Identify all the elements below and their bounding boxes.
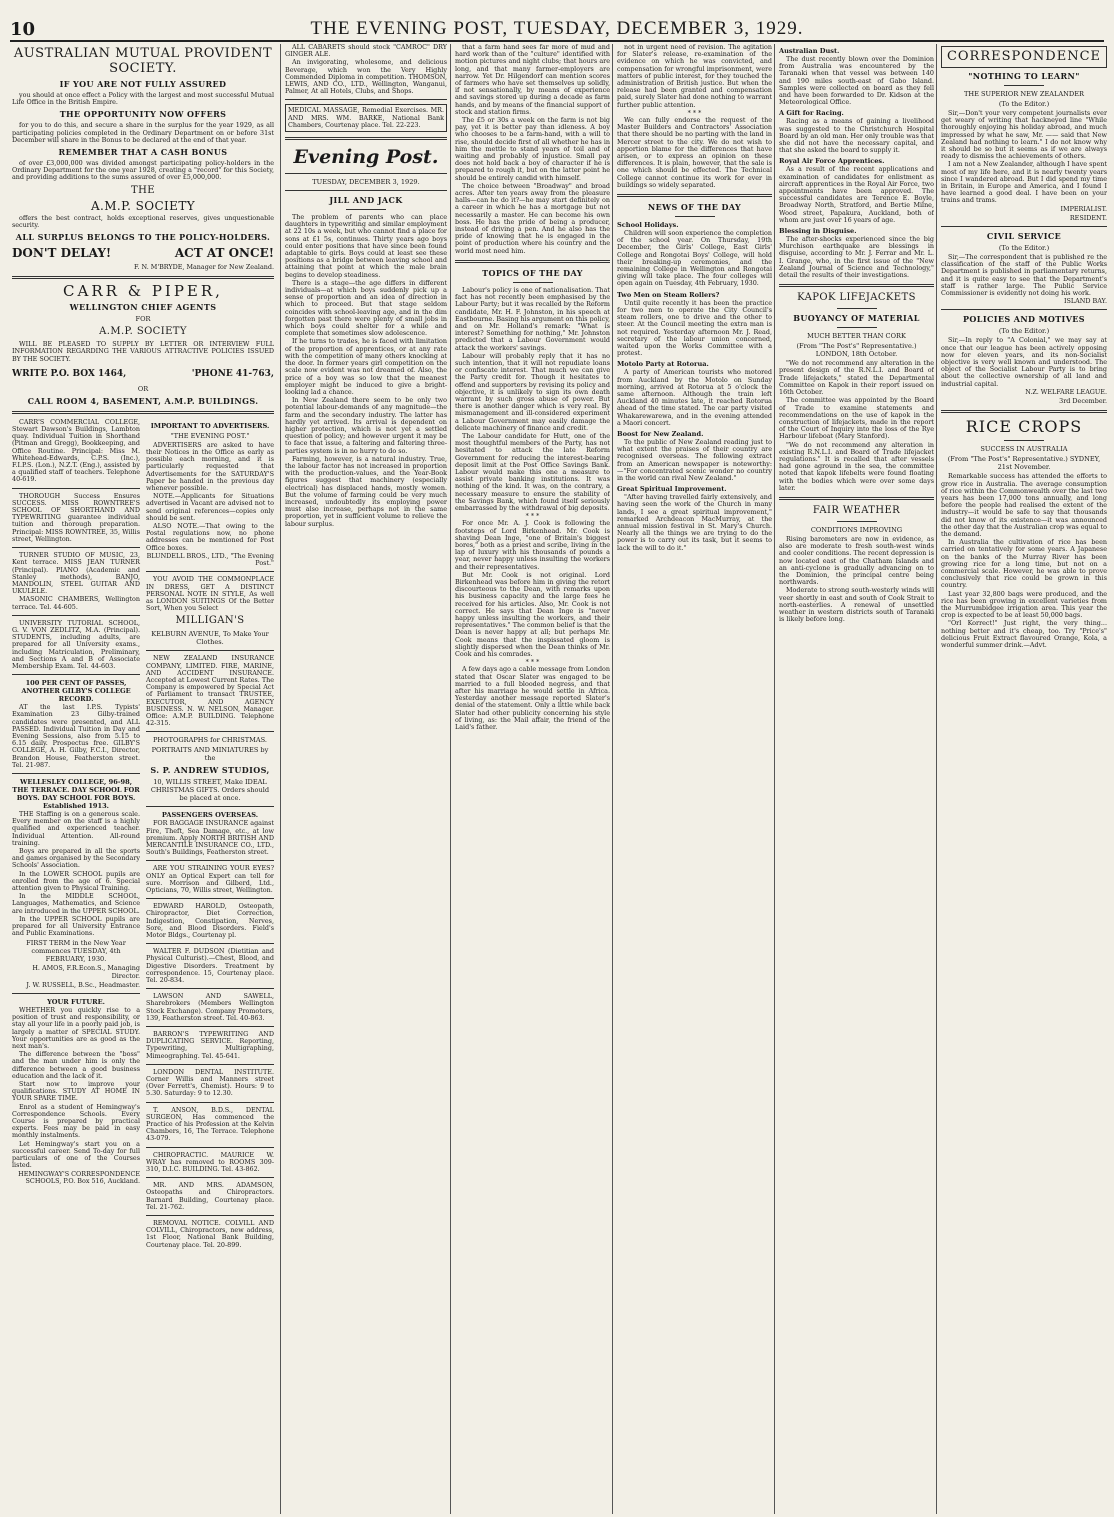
amp-headline-4: ALL SURPLUS BELONGS TO THE POLICY-HOLDERS. <box>15 232 271 243</box>
carr-sub: WELLINGTON CHIEF AGENTS <box>69 302 217 313</box>
topics-p8: We can fully endorse the request of the Master Builders and Contractors' Association that there should be no parting with the land in Mercer street to the city. We do not wish to apportion blame for the differences that have arisen, or to express an opinion on these differences. It is plain, however, that the sale is one which should be effected. The Technical College cannot continue its work for ever in buildings so widely separated. <box>617 116 772 189</box>
carr-society: A.M.P. SOCIETY <box>99 326 187 338</box>
amp-manager: F. N. M'BRYDE, Manager for New Zealand. <box>134 263 274 272</box>
nothing-p2: I am not a New Zealander, although I have spent most of my life here, and it is nearly twenty years since I wandered abroad. But I did spend my time in Britain, in Europe and America, and I found I have learned a good deal. I have been on your trains and trams. <box>941 160 1107 205</box>
amp-headline-2: THE OPPORTUNITY NOW OFFERS <box>59 109 227 120</box>
ad-dental: LONDON DENTAL INSTITUTE. Corner Willis and Manners street (Over Ferrett's, Chemist). Hours: 9 to 5.30. Saturday: 9 to 12.30. <box>146 1067 274 1098</box>
ad-cabarets-text: An invigorating, wholesome, and delicious Beverage, which won the Very Highly Commended Diploma in competition. THOMSON, LEWIS, AND CO., LTD., Wellington, Wanganui, Palmer, At all Hotels, Clubs, and Shops. <box>285 58 447 96</box>
ad-future-3: Start now to improve your qualifications. STUDY AT HOME IN YOUR SPARE TIME. <box>12 1080 140 1103</box>
ad-barrons: BARRON'S TYPEWRITING AND DUPLICATING SERVICE. Reporting, Typewriting, Multigraphing, Mimeographing. Tel. 45-641. <box>146 1030 274 1060</box>
rice-p3: Last year 32,800 bags were produced, and the rice has been growing in excellent varieties from the Murrumbidgee irrigation area. This year the crop is expected to be at least 50,000 bags. <box>941 589 1107 620</box>
ad-future-4: Enrol as a student of Hemingway's Correspondence Schools. Every Course is prepared by practical experts. Fees may be paid in easy monthly instalments. <box>12 1102 140 1140</box>
dont-delay-text: DON'T DELAY! <box>12 246 112 261</box>
ad-sp-addr: 10, WILLIS STREET, Make IDEAL CHRISTMAS GIFTS. Orders should be placed at once. <box>150 778 270 803</box>
ad-milligan-head: YOU AVOID THE COMMONPLACE IN DRESS, GET A DISTINCT PERSONAL NOTE IN STYLE, As well as LONDON SUITINGS Of the Better Sort, When you Select <box>146 575 274 613</box>
amp-headline-1: IF YOU ARE NOT FULLY ASSURED <box>59 79 227 89</box>
nothing-sig: IMPERIALIST. <box>1060 204 1107 213</box>
news-h2: Two Men on Steam Rollers? <box>617 290 720 299</box>
editorial-p3: If he turns to trades, he is faced with limitation of the proportion of apprentices, or at any rate with the competition of many others knocking at the door. In former years girl competition on the scale now evident was not dreamed of. Also, the price of a boy was so low that the meanest employer might be induced to give a bright-looking lad a chance. <box>285 337 447 396</box>
kapok-p1: "We do not recommend any alteration in the present design of the R.N.L.I. and Board of Trade lifejackets," stated the Departmental Committee on Kapok in their report issued on 16th October. <box>779 359 934 397</box>
carr-call: CALL ROOM 4, BASEMENT, A.M.P. BUILDINGS. <box>27 395 259 406</box>
ad-wellesley-sig1: H. AMOS, F.R.Econ.S., Managing Director. <box>32 964 140 980</box>
news-h1: School Holidays. <box>617 221 679 230</box>
rice-sub: SUCCESS IN AUSTRALIA <box>980 445 1068 454</box>
amp-paragraph-4: offers the best contract, holds exceptional reserves, gives unquestionable security. <box>12 213 274 229</box>
masthead <box>10 10 1104 42</box>
topics-p2: Labour will probably reply that it has no such intention, that it will not repudiate loans or confiscate interest. That much we can give the Party credit for. Though it hesitates to offend and supporters by revising its policy and objective, it is unlikely to sign its own death warrant by such gross abuse of power. But there is another danger which is very real. By mismanagement and ill-considered experiment a Labour Government may easily damage the delicate machinery of finance and credit. <box>455 351 610 432</box>
amp-paragraph-3: of over £3,000,000 was divided amongst participating policy-holders in the Ordinary Department for the one year 1928, creating a "record" for this Society, and providing additions to the sums assured of over £5,000,000. <box>12 159 274 182</box>
ad-hemingway: HEMINGWAY'S CORRESPONDENCE SCHOOLS, P.O. Box 516, Auckland. <box>18 1169 140 1185</box>
amp-headline-3: REMEMBER THAT A CASH BONUS <box>58 147 228 158</box>
rice-p2: In Australia the cultivation of rice has been carried on tentatively for some years. A Japanese on the banks of the Murray River has been growing rice for a long time, but not on a commercial scale. However, he was able to prove conclusively that rice could be grown in this country. <box>941 538 1107 590</box>
rice-ad: "Orl Korrect!" Just right, the very thing... nothing better and it's cheap, too. Try "Price's" delicious Fruit Extract flavoured Orange, Kola, a wonderful summer drink.—Advt. <box>941 619 1107 649</box>
nothing-p1: Sir,—Don't your very competent journalists ever get weary of writing that hackneyed line "While thoroughly enjoying his holiday abroad, and much impressed by what he saw, Mr. —— said that New Zealand had nothing to learn." I do not know why it should be so but it seems as if we are always ready to dismiss the achievements of others. <box>941 109 1107 161</box>
ad-milligan-addr: KELBURN AVENUE, To Make Your Clothes. <box>151 630 269 647</box>
carr-or: OR <box>137 384 149 393</box>
news-bless: The after-shocks experienced since the big Murchison earthquake are blessings in disguise, according to Mr. J. Ferrar and Mr. L. I. Grange, who, in the first issue of the "New Zealand Journal of Science and Technology," detail the results of their investigations. <box>779 235 934 280</box>
topics-p6: A few days ago a cable message from London stated that Oscar Slater was engaged to be married to a full blooded negress, and that after his marriage he would settle in Africa. Yesterday another message reported Slater's denial of the statement. Only a little while back Slater had other publicity concerning his style of living, as: the Mail affair, the friend of the Laid's father. <box>455 665 610 732</box>
editorial-p2: There is a stage—the age differs in different individuals—at which boys suddenly pick up a sense of proportion and an idea of direction in which to proceed. But that stage seldom coincides with school-leaving age, and in the dim forgotten past there were plenty of small jobs in which boys could shelter for a while and complete that sometimes slow adolescence. <box>285 278 447 338</box>
ad-eyes: ARE YOU STRAINING YOUR EYES? ONLY an Optical Expert can tell for sure. Morrison and Gilberd, Ltd., Opticians, 70, Willis street, Wellington. <box>146 864 274 894</box>
ad-anson: T. ANSON, B.D.S., DENTAL SURGEON, Has commenced the Practice of his Profession at the Kelvin Chambers, 16, The Terrace. Telephone 43-079. <box>146 1105 274 1143</box>
ad-milligan-name: MILLIGAN'S <box>175 615 245 627</box>
ad-wellesley-upper: In the UPPER SCHOOL pupils are prepared for all University Entrance and Public Examinations. <box>12 914 140 938</box>
civil-sig: ISLAND BAY. <box>1064 297 1107 306</box>
resident-sig: RESIDENT. <box>1069 213 1107 222</box>
news-raf: As a result of the recent applications and examination of candidates for enlistment as aircraft apprentices in the Royal Air Force, two appointments have been approved. The successful candidates are Terence E. Boyle, Broadway North, Stratford, and Bertie Milne, Wood street, Papakura, Auckland, both of whom are just over 16 years of age. <box>779 165 934 224</box>
fair-p1: Rising barometers are now in evidence, as also are moderate to fresh south-west winds and cooler conditions. The recent depression is now located east of the Chatham Islands and an anti-cyclone is gradually advancing on to the Dominion, the principal centre being northwards. <box>779 534 934 587</box>
amp-paragraph-2: for you to do this, and secure a share in the surplus for the year 1929, as all participating policies completed in the Ordinary Department on or before 31st December will share in the Bonus to be declared at the end of that year. <box>12 121 274 144</box>
kapok-p2: The committee was appointed by the Board of Trade to examine statements and recommendations on the use of kapok in the construction of lifejackets, made in the report of the Court of Inquiry into the loss of the Rye Harbour lifeboat (Mary Stanford). <box>779 396 934 441</box>
to-editor-3: (To the Editor.) <box>998 327 1050 336</box>
ad-wellesley-staff: THE Staffing is on a generous scale. Every member on the staff is a highly qualified and experienced teacher. Individual Attention. All-round training. <box>12 809 140 847</box>
ad-university-tutorial: UNIVERSITY TUTORIAL SCHOOL, G. V. VON ZEDLITZ, M.A. (Principal). STUDENTS, including adults, are prepared for all University exams., including Matriculation, Preliminary, and Sections A and B of Associate Membership Exam. Tel. 44-603. <box>12 618 140 670</box>
ad-lawson: LAWSON AND SAWELL, Sharebrokers (Members Wellington Stock Exchange). Company Promoters, 139, Featherston street. Tel. 40-863. <box>146 992 274 1022</box>
to-editor-1: (To the Editor.) <box>998 100 1050 108</box>
policies-sig: N.Z. WELFARE LEAGUE. <box>1025 387 1107 396</box>
fair-p2: Moderate to strong south-westerly winds will veer shortly in east and south of Cook Strait to north-easterlies. A renewal of unsettled weather in western districts south of Taranaki is likely before long. <box>779 586 934 624</box>
notice-title: IMPORTANT TO ADVERTISERS. <box>150 421 270 430</box>
to-editor-2: (To the Editor.) <box>998 244 1050 253</box>
classifieds-left <box>12 419 140 1250</box>
ad-wellesley-middle: In the MIDDLE SCHOOL, Languages, Mathematics, and Science are introduced in the UPPER SCHOOL. <box>12 892 140 915</box>
divider <box>12 411 274 414</box>
column-2 <box>280 44 447 1514</box>
correspondence-title: CORRESPONDENCE <box>941 46 1107 68</box>
policies-title: POLICIES AND MOTIVES <box>963 314 1085 325</box>
masthead-title: THE EVENING POST, TUESDAY, DECEMBER 3, 1929. <box>310 18 804 39</box>
notice-p1: ADVERTISERS are asked to have their Notices in the Office as early as possible each morning, and it is particularly requested that Advertisements for the SATURDAY'S Paper be handed in the previous day whenever possible. <box>146 440 274 493</box>
classifieds-right <box>146 419 274 1250</box>
news-p1: Children will soon experience the completion of the school year. On Thursday, 19th December, the Girls' College, East Girls' College and Rongotai Boys' College, will hold their breaking-up ceremonies, and the remaining College in Wellington and Rongotai giving will take place. The four colleges will open again on Tuesday, 4th February, 1930. <box>617 229 772 288</box>
policies-p: Sir,—In reply to "A Colonial," we may say at once that our league has been actively opposing now for eleven years, and its non-Socialist objective is very well known and understood. The object of the Socialist Labour Party is to bring about the collective ownership of all land and industrial capital. <box>941 336 1107 388</box>
kapok-sub: BUOYANCY OF MATERIAL <box>793 313 920 324</box>
topics-p1: Labour's policy is one of nationalisation. That fact has not recently been emphasised by the Labour Party; but it was recalled by the Reform candidate, Mr. H. F. Johnston, in his speech at Eastbourne. Basing his argument on this policy, and on Mr. Holland's remark: "What is interest? Something for nothing," Mr. Johnston predicted that a Labour Government would attack the workers' savings. <box>455 285 610 352</box>
divider <box>12 276 274 279</box>
rice-p1: Remarkable success has attended the efforts to grow rice in Australia. The average consumption of rice within the Commonwealth over the last two years has been 17,000 tons annually, and long before the people had realised the extent of the industry—it would be safe to say that thousands did not know of its existence—it was announced the other day that the Australian crop was equal to the demand. <box>941 472 1107 538</box>
fair-title: FAIR WEATHER <box>812 504 901 516</box>
amp-dont-delay <box>12 246 274 260</box>
news-raf-head: Royal Air Force Apprentices. <box>779 157 885 166</box>
news-p4: To the public of New Zealand reading just to what extent the praises of their country are recognised overseas. The following extract from an American newspaper is noteworthy:—"For concentrated scenic wonder no country in the world can rival New Zealand." <box>617 437 772 482</box>
carr-title: CARR & PIPER, <box>63 282 223 301</box>
ad-passengers: FOR BAGGAGE INSURANCE against Fire, Theft, Sea Damage, etc., at low premium. Apply NORTH BRITISH AND MERCANTILE INSURANCE CO., LTD., South's Buildings, Featherston street. <box>146 819 274 857</box>
column-1 <box>12 44 274 1514</box>
news-p2: Until quite recently it has been the practice for two men to operate the City Council's steam rollers, one to drive and the other to steer. At the Council meeting the extra man is not required. Yesterday afternoon Mr. J. Read, secretary of the labour union concerned, waited upon the Works Committee with a protest. <box>617 298 772 358</box>
news-bless-head: Blessing in Disguise. <box>779 227 857 236</box>
editorial-p5: Farming, however, is a natural industry. True, the labour factor has not increased in proportion with the production-values, and the Year-Book figures suggest that machinery (especially electrical) has displaced hands, mostly women. But the volume of farming could be very much increased, undoubtedly its employing power must also increase, perhaps not in the same proportion, yet in sufficient volume to relieve the labour surplus. <box>285 454 447 528</box>
ad-pct-head: 100 PER CENT OF PASSES, ANOTHER GILBY'S COLLEGE RECORD. <box>21 679 131 704</box>
news-h4: Boost for New Zealand. <box>617 429 704 438</box>
ad-removal: REMOVAL NOTICE. COLVILL AND COLVILL, Chiropractors, new address, 1st Floor, National Bank Building, Courtenay place. Tel. 20-899. <box>146 1219 274 1249</box>
ad-adamson: MR. AND MRS. ADAMSON, Osteopaths and Chiropractors. Barnard Building, Courtenay place. Tel. 21-762. <box>146 1181 274 1211</box>
editorial-p4: In New Zealand there seem to be only two potential labour-demands of any magnitude—the farm and the secondary industry. The latter has hardly yet arrived. Its arrival is dependent on higher protection, which is not yet a settled question of policy; and however urgent it may be to face that issue, a faltering and faltering three-parties system is in no hurry to do so. <box>285 396 447 455</box>
kapok-p3: "We do not recommend any alteration in existing R.N.L.I. and Board of Trade lifejacket regulations." It is recalled that after vessels had gone aground in the sea, the committee noted that kapok lifebelts were found floating with the bodies which were over some days later. <box>779 440 934 492</box>
kapok-sub2: MUCH BETTER THAN CORK <box>807 332 906 341</box>
act-at-once-text: ACT AT ONCE! <box>174 246 274 261</box>
news-gift-head: A Gift for Racing. <box>779 109 844 118</box>
column-4: not in urgent need of revision. The agitation for Slater's release, re-examination of the evidence on which he was convicted, and compensation for wrongful imprisonment, were matters of public interest, for they touched the administration of British justice. But when the release had been granted and compensation paid, surely Slater had done nothing to warrant further public attention. * * * We can fully endorse the request of the Master Builders and Contractors' Association that there should be no parting with the land in Mercer street to the city. We do not wish to apportion blame for the differences that have arisen, or to express an opinion on these differences. It is plain, however, that the sale is one which should be effected. The Technical College cannot continue its work for ever in buildings so widely separated. NEWS OF THE DAY School Holidays. Children will soon experience the completion of the school year. On Thursday, 19th December, the Girls' College, East Girls' College and Rongotai Boys' College, will hold their breaking-up ceremonies, and the remaining College in Wellington and Rongotai giving will take place. The four colleges will open again on Tuesday, 4th February, 1930. Two Men on Steam Rollers? Until quite recently it has been the practice for two men to operate the City Council's steam rollers, one to drive and the other to steer. At the Council meeting the extra man is not required. Yesterday afternoon Mr. J. Read, secretary of the labour union concerned, waited upon the Works Committee with a protest. Motolo Party at Rotorua. A party of American tourists who motored from Auckland by the Motolo on Sunday morning, arrived at Rotorua at 5 o'clock the same afternoon. Although the train left Auckland 40 minutes late, it reached Rotorua ahead of the time stated. The car party visited Whakarewarewa, and in the evening attended a Maori concert. Boost for New Zealand. To the public of New Zealand reading just to what extent the praises of their country are recognised overseas. The following extract from an American newspaper is noteworthy:—"For concentrated scenic wonder no country in the world can rival New Zealand." Great Spiritual Improvement. "After having travelled fairly extensively, and having seen the work of the Church in many lands, I see a great spiritual improvement," remarked Archdeacon MacMurray, at the annual mission festival in St. Mary's Church. Nearly all the things we are trying to do the power is to carry out its task, but it seems to lack the will to do it." <box>612 44 772 1514</box>
carr-for: FOR <box>135 315 151 324</box>
civil-p: Sir,—The correspondent that is published re the classification of the staff of the Public Works Department is published in parliamentary returns, and it is quite easy to see that the Department's staff is rather large. The Public Service Commissioner is evidently not doing his work. <box>941 253 1107 298</box>
ad-turner: TURNER STUDIO OF MUSIC, 23, Kent terrace. MISS JEAN TURNER (Principal). PIANO (Academic and Stanley methods), BANJO, MANDOLIN, STEEL GUITAR AND UKULELE. <box>12 551 140 596</box>
column-6 <box>936 44 1107 1514</box>
editorial-p6: that a farm hand sees far more of mud and hard work than of the "culture" identified with motion pictures and night clubs; that hours are long, and that many farmer-employers are narrow. Yet Dr. Hilgendorf can mention scores of farmers who have set themselves up solidly, if not sensationally, by means of experience and savings stored up during a decade as farm hands, and by means of the financial support of stock and station firms. <box>455 44 610 116</box>
carr-paragraph: WILL BE PLEASED TO SUPPLY BY LETTER OR INTERVIEW FULL INFORMATION REGARDING THE VARIOUS ATTRACTIVE POLICIES ISSUED BY THE SOCIETY. <box>12 340 274 363</box>
ad-massage <box>285 104 447 132</box>
ad-carrs-college: CARR'S COMMERCIAL COLLEGE, Stewart Dawson's Buildings, Lambton quay. Individual Tuition in Shorthand (Pitman and Gregg), Bookkeeping, and Office Routine. Principal: Miss M. Whitehead-Edwards, C.P.S. (Inc.), F.I.P.S. (Lon.), N.Z.T. (Eng.), assisted by a qualified staff of teachers. Telephone 40-619. <box>12 417 140 484</box>
news-p3: A party of American tourists who motored from Auckland by the Motolo on Sunday morning, arrived at Rotorua at 5 o'clock the same afternoon. Although the train left Auckland 40 minutes late, it reached Rotorua ahead of the time stated. The car party visited Whakarewarewa, and in the evening attended a Maori concert. <box>617 368 772 427</box>
news-title: NEWS OF THE DAY <box>647 202 742 213</box>
news-gift: Racing as a means of gaining a livelihood was suggested to the Christchurch Hospital Board by an old man. Her only trouble was that she did not have the necessary capital, and that she asked the board to supply it. <box>779 117 934 155</box>
editorial-p1: The problem of parents who can place daughters in typewriting and similar employment at 22 10s a week, but who cannot find a place for sons at £1 5s, continues. Thirty years ago boys could enter positions that have since been found adaptable to girls. Boys could at least see these positions as a bridge between leaving school and attaining that point at which the male brain begins to develop steadiness. <box>285 213 447 279</box>
topics-p7: not in urgent need of revision. The agitation for Slater's release, re-examination of the evidence on which he was convicted, and compensation for wrongful imprisonment, were matters of public interest, for they touched the administration of British justice. But when the release had been granted and compensation paid, surely Slater had done nothing to warrant further public attention. <box>617 44 772 109</box>
editorial-p8: The choice between "Broadway" and broad acres. After ten years away from the pleasure halls—can he do it?—he may start definitely on a career in which he has a mortgage but not necessarily a master. He can become his own boss. He has the pride of being a producer, instead of driving a pen. And he also has the pride of knowing that he is engaged in the point of production where his country and the world most need him. <box>455 181 610 255</box>
topics-title: TOPICS OF THE DAY <box>482 267 583 278</box>
ad-future-1: WHETHER you quickly rise to a position of trust and responsibility, or stay all your life in a poorly paid job, is largely a matter of SPECIAL STUDY. Your opportunities are as good as the next man's. <box>12 1006 140 1051</box>
editorial-title: JILL AND JACK <box>329 195 403 206</box>
kapok-title: KAPOK LIFEJACKETS <box>797 292 916 304</box>
fair-sub: CONDITIONS IMPROVING <box>810 525 903 534</box>
ad-future-2: The difference between the "boss" and the man under him is only the difference between a good business education and the lack of it. <box>12 1050 140 1080</box>
ad-chiro: CHIROPRACTIC. MAURICE W. WRAY has removed to ROOMS 309-310, D.I.C. BUILDING. Tel. 43-862. <box>146 1150 274 1174</box>
ad-future-head: YOUR FUTURE. <box>47 998 105 1007</box>
news-h5: Great Spiritual Improvement. <box>617 485 727 494</box>
ad-gilby: AT the last I.P.S. Typists' Examination 23 Gilby-trained candidates were presented, and ALL PASSED. Individual Tuition in Day and Evening Sessions, also from 5.15 to 6.15 daily. Prospectus free. GILBY'S COLLEGE, A. H. Gilby, F.C.I., Director, Brandon House, Featherston street. Tel. 21-987. <box>12 703 140 769</box>
ad-future-5: Let Hemingway's start you on a successful career. Send To-day for full particulars of one of the Courses listed. <box>12 1139 140 1170</box>
rice-from: (From "The Post's" Representative.) SYDNEY, 21st November. <box>947 455 1101 472</box>
ad-sp-andrew: S. P. ANDREW STUDIOS, <box>150 765 270 776</box>
nothing-title: "NOTHING TO LEARN" <box>968 71 1080 81</box>
notice-sign: BLUNDELL BROS., LTD., "The Evening Post." <box>146 551 274 568</box>
news-p5: "After having travelled fairly extensively, and having seen the work of the Church in many lands, I see a great spiritual improvement," remarked Archdeacon MacMurray, at the annual mission festival in St. Mary's Church. Nearly all the things we are trying to do the power is to carry out its task, but it seems to lack the will to do it." <box>617 493 772 552</box>
page-number: 10 <box>10 19 36 40</box>
amp-paragraph-1: you should at once effect a Policy with the largest and most successful Mutual Life Office in the British Empire. <box>12 91 274 107</box>
news-dust-head: Australian Dust. <box>779 47 840 55</box>
ad-dudson: WALTER F. DUDSON (Dietitian and Physical Culturist).—Chest, Blood, and Digestive Disorders. Treatment by correspondence. 15, Courtenay place. Tel. 20-834. <box>146 947 274 984</box>
ad-wellesley-term: FIRST TERM in the New Year commences TUESDAY, 4th FEBRUARY, 1930. <box>26 939 126 964</box>
issue-date: TUESDAY, DECEMBER 3, 1929. <box>312 178 420 187</box>
ad-wellesley-lower: In the LOWER SCHOOL pupils are enrolled from the age of 6. Special attention given to Physical Training. <box>12 869 140 892</box>
carr-phone: 'PHONE 41-763, <box>191 368 274 379</box>
ad-rowntree: THOROUGH Success Ensures SUCCESS. MISS ROWNTREE'S SCHOOL OF SHORTHAND AND TYPEWRITING guarantee individual tuition and thorough preparation. Principal: MISS ROWNTREE, 35, Willis street, Wellington. <box>12 491 140 543</box>
ad-passengers-head: PASSENGERS OVERSEAS. <box>161 811 259 820</box>
editorial-p7: The £5 or 30s a week on the farm is not big pay, yet it is better pay than idleness. A boy who chooses to be a farm-hand, with a will to rise, should decide first of all whether he has in him the mettle to stand years of toil and of waiting and probably of injustice. Small pay does not hold back a boy of character if he is prepared to rough it, but on the latter point he should be entirely candid with himself. <box>455 116 610 182</box>
topics-p5: But Mr. Cook is not original. Lord Birkenhead was before him in giving the retort discourteous to the Dean, with remarks upon his business capacity and the large fees he received for his articles. Also, Mr. Cook is not correct. He says that Dean Inge is "never happy unless insulting the workers, and their representatives." The common belief is that the Dean is never happy at all; but perhaps Mr. Cook means that the inspissated gloom is slightly dispersed when the Dean thinks of Mr. Cook and his comrades. <box>455 570 610 659</box>
carr-contact <box>12 367 274 381</box>
ad-photo: PORTRAITS AND MINIATURES by the <box>151 746 269 763</box>
topics-p3: The Labour candidate for Hutt, one of the most thoughtful members of the Party, has not hesitated to attack the late Reform Government for reducing the interest-bearing deposit limit at the Post Office Savings Bank. Labour would make this one a measure to assist private banking institutions. It was nothing of the kind. It was, on the contrary, a necessary measure to ensure the stability of the Savings Bank, which found itself seriously embarrassed by the withdrawal of big deposits. <box>455 431 610 512</box>
notice-p2: NOTE.—Applicants for Situations advertised in Vacant are advised not to send original references—copies only should be sent. <box>146 492 274 522</box>
ad-photo-head: PHOTOGRAPHS for CHRISTMAS. <box>152 736 268 745</box>
civil-title: CIVIL SERVICE <box>986 231 1062 242</box>
amp-title: AUSTRALIAN MUTUAL PROVIDENT SOCIETY. <box>13 46 273 76</box>
topics-p4: For once Mr. A. J. Cook is following the footsteps of Lord Birkenhead. Mr. Cook is shaving Dean Inge, "one of Britain's biggest bores," both as a priest and scribe, living in the lap of luxury with his thousands of pounds a year, never happy unless insulting the workers and their representatives. <box>455 519 610 571</box>
column-5 <box>774 44 934 1514</box>
classifieds <box>12 419 274 1250</box>
news-h3: Motolo Party at Rotorua. <box>617 360 709 369</box>
notice-p3: ALSO NOTE.—That owing to the Postal regulations now, no phone addresses can be mentioned for Post Office boxes. <box>146 522 274 552</box>
ad-cabarets: ALL CABARETS should stock "CAMROC" DRY GINGER ALE. <box>285 44 447 59</box>
carr-box: WRITE P.O. BOX 1464, <box>12 368 127 379</box>
column-3: that a farm hand sees far more of mud and hard work than of the "culture" identified with motion pictures and night clubs; that hours are long, and that many farmer-employers are narrow. Yet Dr. Hilgendorf can mention scores of farmers who have set themselves up solidly, if not sensationally, by means of experience and savings stored up during a decade as farm hands, and by means of the financial support of stock and station firms. The £5 or 30s a week on the farm is not big pay, yet it is better pay than idleness. A boy who chooses to be a farm-hand, with a will to rise, should decide first of all whether he has in him the mettle to stand years of toil and of waiting and probably of injustice. Small pay does not hold back a boy of character if he is prepared to rough it, but on the latter point he should be entirely candid with himself. The choice between "Broadway" and broad acres. After ten years away from the pleasure halls—can he do it?—he may start definitely on a career in which he has a mortgage but not necessarily a master. He can become his own boss. He has the pride of being a producer, instead of driving a pen. And he also has the pride of knowing that he is engaged in the point of production where his country and the world most need him. TOPICS OF THE DAY Labour's policy is one of nationalisation. That fact has not recently been emphasised by the Labour Party; but it was recalled by the Reform candidate, Mr. H. F. Johnston, in his speech at Eastbourne. Basing his argument on this policy, and on Mr. Holland's remark: "What is interest? Something for nothing," Mr. Johnston predicted that a Labour Government would attack the workers' savings. Labour will probably reply that it has no such intention, that it will not repudiate loans or confiscate interest. That much we can give the Party credit for. Though it hesitates to offend and supporters by revising its policy and objective, it is unlikely to sign its own death warrant by such gross abuse of power. But there is another danger which is very real. By mismanagement and ill-considered experiment a Labour Government may easily damage the delicate machinery of finance and credit. The Labour candidate for Hutt, one of the most thoughtful members of the Party, has not hesitated to attack the late Reform Government for reducing the interest-bearing deposit limit at the Post Office Savings Bank. Labour would make this one a measure to assist private banking institutions. It was nothing of the kind. It was, on the contrary, a necessary measure to ensure the stability of the Savings Bank, which found itself seriously embarrassed by the withdrawal of big deposits. * * * For once Mr. A. J. Cook is following the footsteps of Lord Birkenhead. Mr. Cook is shaving Dean Inge, "one of Britain's biggest bores," both as a priest and scribe, living in the lap of luxury with his thousands of pounds a year, never happy unless insulting the workers and their representatives. But Mr. Cook is not original. Lord Birkenhead was before him in giving the retort discourteous to the Dean, with remarks upon his business capacity and the large fees he received for his articles. Also, Mr. Cook is not correct. He says that Dean Inge is "never happy unless insulting the workers, and their representatives." The common belief is that the Dean is never happy at all; but perhaps Mr. Cook means that the inspissated gloom is slightly dispersed when the Dean thinks of Mr. Cook and his comrades. * * * A few days ago a cable message from London stated that Oscar Slater was engaged to be married to a full blooded negress, and that after his marriage he would settle in Africa. Yesterday another message reported Slater's denial of the statement. Only a little while back Slater had other publicity concerning his style of living, as: the Mail affair, the friend of the Laid's father. <box>450 44 610 1514</box>
ad-massage-text: MEDICAL MASSAGE, Remedial Exercises. MR. AND MRS. WM. BARKE, National Bank Chambers, Courtenay place. Tel. 22-223. <box>288 106 444 129</box>
ad-masonic: MASONIC CHAMBERS, Wellington terrace. Tel. 44-605. <box>12 595 140 611</box>
ad-wellesley-sig2: J. W. RUSSELL, B.Sc., Headmaster. <box>26 980 140 989</box>
paper-nameplate: Evening Post. <box>293 146 439 169</box>
policies-date: 3rd December. <box>1059 397 1107 406</box>
rice-title: RICE CROPS <box>965 417 1083 437</box>
amp-society-name: A.M.P. SOCIETY <box>90 198 196 213</box>
ad-harold: EDWARD HAROLD, Osteopath, Chiropractor, Diet Correction, Indigestion, Constipation, Nerves, Sore, and Blood Disorders. Field's Motor Bldgs., Courtenay pl. <box>146 902 274 939</box>
nothing-sub: THE SUPERIOR NEW ZEALANDER <box>963 90 1084 98</box>
news-dust: The dust recently blown over the Dominion from Australia was encountered by the Taranaki when that vessel was between 140 and 190 miles south-east of Gabo Island. Samples were collected on board as they fell and have been forwarded to Dr. Kidson at the Meteorological Office. <box>779 55 934 107</box>
ad-nz-insurance: NEW ZEALAND INSURANCE COMPANY, LIMITED. FIRE, MARINE, AND ACCIDENT INSURANCE. Accepted at Lowest Current Rates. The Company is empowered by Special Act of Parliament to transact TRUSTEE, EXECUTOR, AND AGENCY BUSINESS. N. W. NELSON, Manager. Office: A.M.P. BUILDING. Telephone 42-315. <box>146 654 274 728</box>
ad-wellesley-head: WELLESLEY COLLEGE, 96-98, THE TERRACE. DAY SCHOOL FOR BOYS. DAY SCHOOL FOR BOYS. Established 1913. <box>12 777 140 810</box>
notice-sub: "THE EVENING POST." <box>170 431 250 440</box>
ad-wellesley-sports: Boys are prepared in all the sports and games organised by the Secondary Schools' Association. <box>12 846 140 870</box>
amp-the: THE <box>131 184 155 196</box>
kapok-from: (From "The Post's" Representative.) LONDON, 18th October. <box>796 342 917 359</box>
